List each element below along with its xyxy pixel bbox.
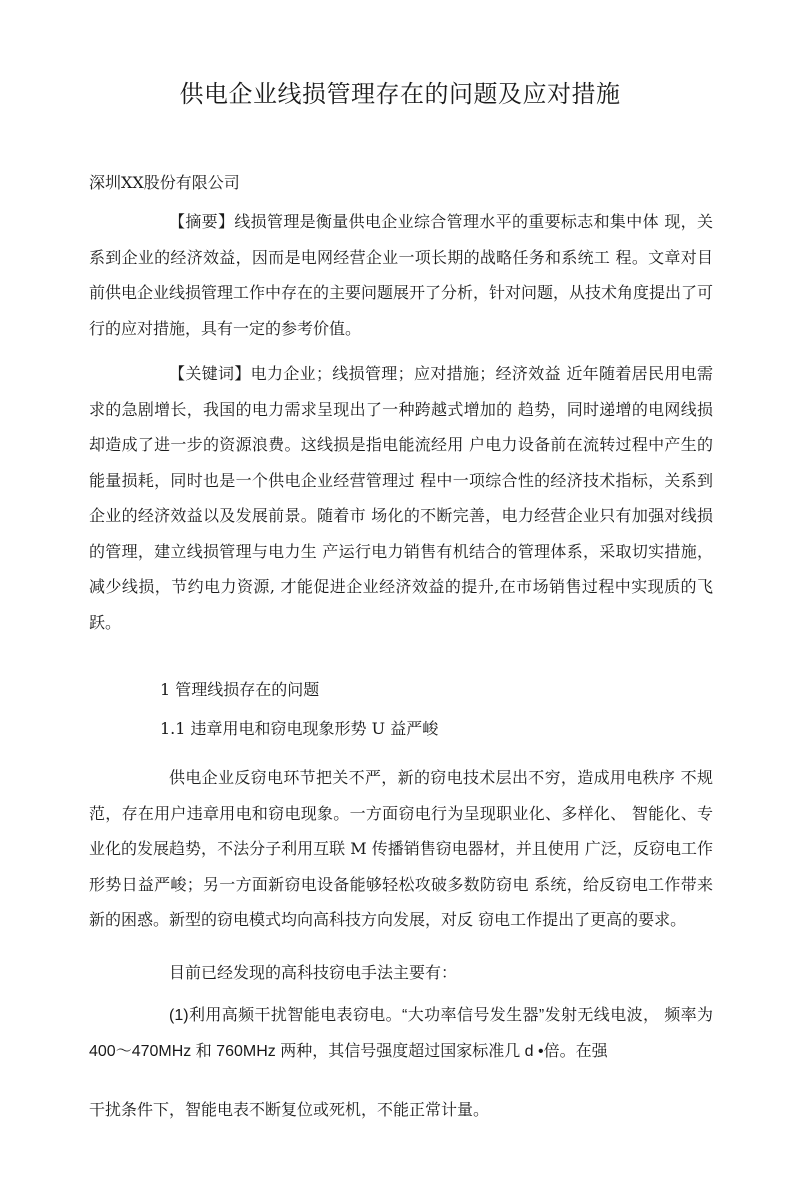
keywords-paragraph bbox=[89, 356, 713, 640]
section-heading-1: 1 管理线损存在的问题 bbox=[160, 680, 320, 699]
abstract-text: 线损管理是衡量供电企业综合管理水平的重要标志和集中体 现，关系到企业的经济效益，因而是电网经营企业一项长期的战略任务和系统工 程。文章对目前供电企业线损管理工作中存在的主要问题展开了分析，针对问题，从技术角度提出了可行的应对措施，具有一定的参考价值。 bbox=[89, 212, 714, 338]
abstract-label: 【摘要】 bbox=[169, 212, 235, 231]
author-line: 深圳XX股份有限公司 bbox=[89, 173, 240, 192]
keywords-label: 【关键词】 bbox=[169, 364, 251, 383]
section-heading-1-1: 1.1 违章用电和窃电现象形势 U 益严峻 bbox=[160, 719, 439, 738]
body-paragraph-2: 目前已经发现的高科技窃电手法主要有： bbox=[169, 963, 458, 982]
body-paragraph-3-continued: 干扰条件下，智能电表不断复位或死机，不能正常计量。 bbox=[89, 1100, 490, 1119]
keywords-text: 电力企业；线损管理；应对措施；经济效益 近年随着居民用电需求的急剧增长，我国的电力需求呈现出了一种跨越式增加的 趋势，同时递增的电网线损却造成了进一步的资源浪费。这线损是指电能流经用 户电力设备前在流转过程中产生的能量损耗，同时也是一个供电企业经营管理过 程中一项综合性的经济技术指标，关系到企业的经济效益以及发展前景。随着市 场化的不断完善，电力经营企业只有加强对线损的管理，建立线损管理与电力生 产运行电力销售有机结合的管理体系，采取切实措施，减少线损，节约电力资源, 才能促进企业经济效益的提升,在市场销售过程中实现质的飞跃。 bbox=[89, 364, 713, 632]
abstract-paragraph bbox=[89, 204, 713, 346]
document-title: 供电企业线损管理存在的问题及应对措施 bbox=[179, 80, 621, 108]
body-paragraph-3: (1)利用高频干扰智能电表窃电。“大功率信号发生器”发射无线电波， 频率为 400～470MHz 和 760MHz 两种，其信号强度超过国家标准几 d •倍。在强 bbox=[89, 1007, 713, 1060]
body-paragraph-1: 供电企业反窃电环节把关不严，新的窃电技术层出不穷，造成用电秩序 不规范，存在用户违章用电和窃电现象。一方面窃电行为呈现职业化、多样化、 智能化、专业化的发展趋势，不法分子利用互联 M 传播销售窃电器材，并且使用 广泛，反窃电工作形势日益严峻；另一方面新窃电设备能够轻松攻破多数防窃电 系统，给反窃电工作带来新的困惑。新型的窃电模式均向高科技方向发展，对反 窃电工作提出了更高的要求。 bbox=[89, 768, 713, 929]
